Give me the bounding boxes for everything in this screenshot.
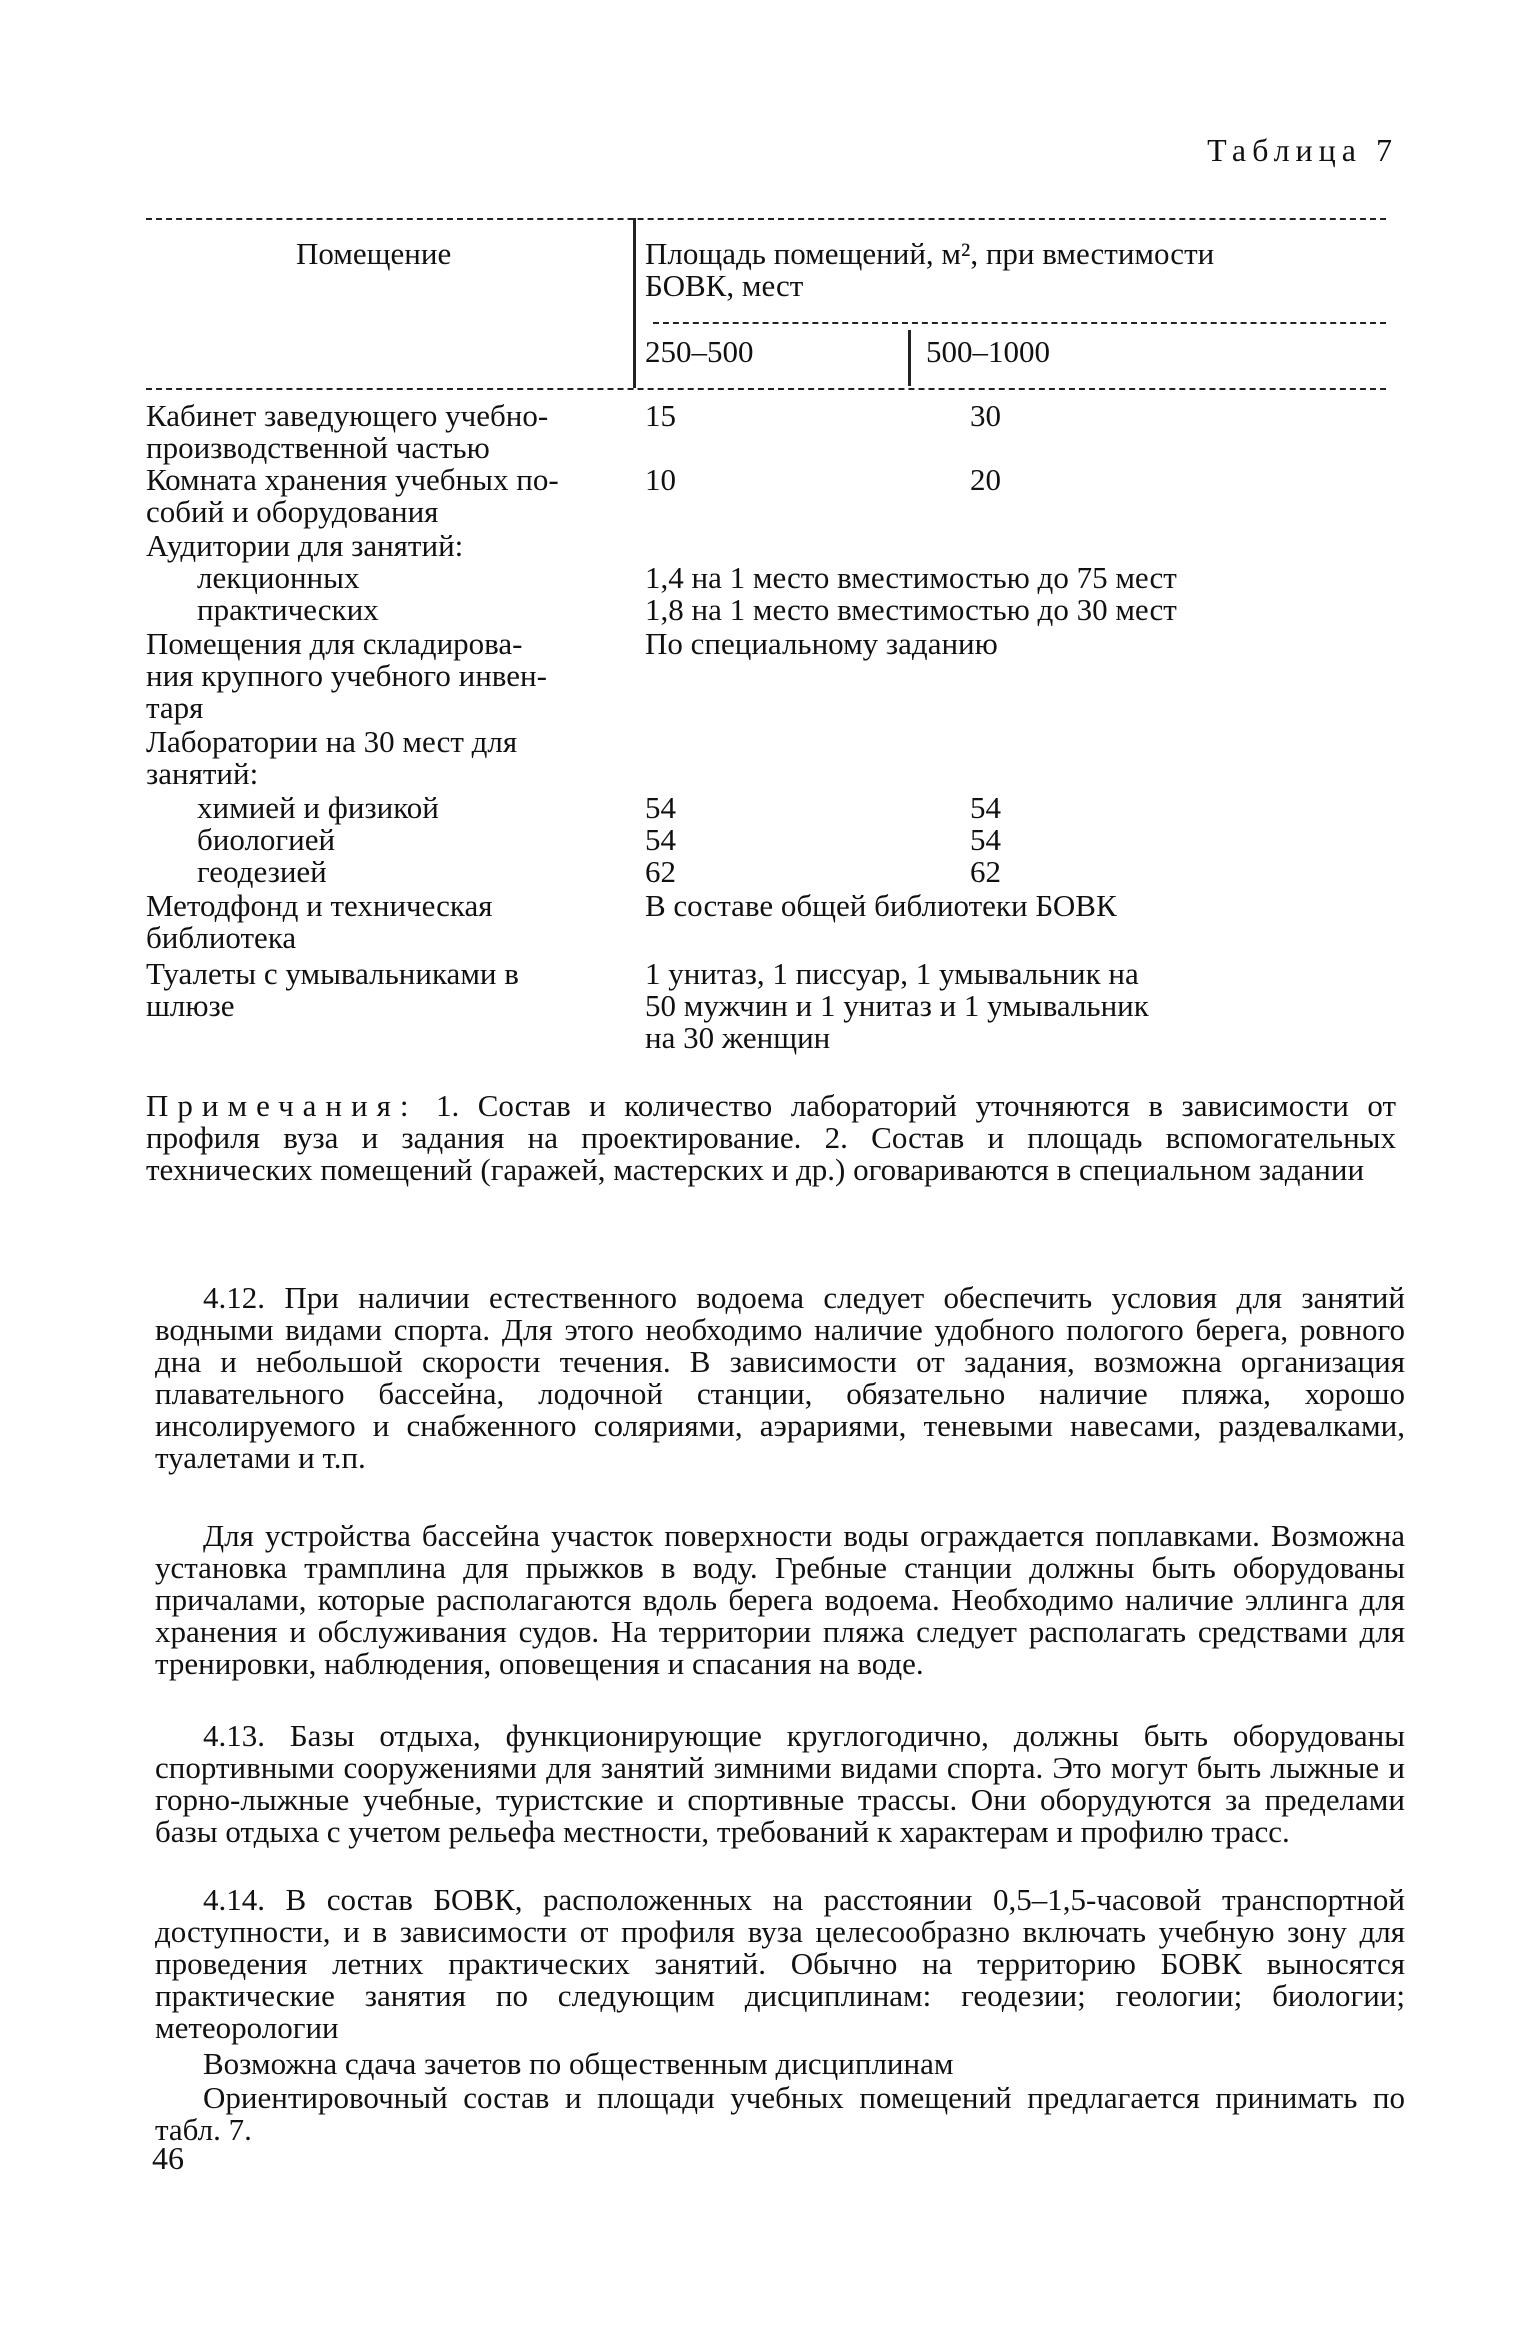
table-column-divider <box>633 218 636 388</box>
paragraph-table-ref: Ориентировочный состав и площади учебных помещений предлагается принимать по табл. 7. <box>155 2080 1405 2147</box>
notes-label: Примечания: <box>146 1088 418 1123</box>
row-toilets-label-cont: шлюзе <box>146 988 235 1023</box>
header-area-line2: БОВК, мест <box>645 268 804 303</box>
row-head-office-label-cont: производственной частью <box>146 430 490 465</box>
paragraph-4-14: 4.14. В состав БОВК, расположенных на расстоянии 0,5–1,5-часовой транспортной доступности, и в зависимости от профиля вуза целесообразно включать учебную зону для проведения летних практических занятий. Обычно на территорию БОВК выносятся практические занятия по следующим дисциплинам: геодезии; геологии; биологии; метеорологии <box>155 1882 1405 2045</box>
row-head-office-label: Кабинет заведующего учебно- <box>146 398 549 433</box>
row-storage-label: Комната хранения учебных по- <box>146 462 559 497</box>
row-practical-value: 1,8 на 1 место вместимостью до 30 мест <box>645 592 1177 627</box>
paragraph-pool: Для устройства бассейна участок поверхности воды ограждается поплавками. Возможна установка трамплина для прыжков в воду. Гребные станции должны быть оборудованы причалами, которые располагаются вдоль берега водоема. Необходимо наличие эллинга для хранения и обслуживания судов. На территории пляжа следует располагать средствами для тренировки, наблюдения, оповещения и спасания на воде. <box>155 1518 1405 1681</box>
paragraph-4-12: 4.12. При наличии естественного водоема следует обеспечить условия для занятий водными видами спорта. Для этого необходимо наличие удобного пологого берега, ровного дна и небольшой скорости течения. В зависимости от задания, возможна организация плавательного бассейна, лодочной станции, обязательно наличие пляжа, хорошо инсолируемого и снабженного соляриями, аэрариями, теневыми навесами, раздевалками, туалетами и т.п. <box>155 1280 1405 1475</box>
row-toilets-label: Туалеты с умывальниками в <box>146 956 519 991</box>
row-lecture-value: 1,4 на 1 место вместимостью до 75 мест <box>645 560 1177 595</box>
row-warehouse-label-cont2: таря <box>146 690 204 725</box>
paragraph-4-13: 4.13. Базы отдыха, функционирующие круглогодично, должны быть оборудованы спортивными сооружениями для занятий зимними видами спорта. Это могут быть лыжные и горно-лыжные учебные, туристские и спортивные трассы. Они оборудуются за пределами базы отдыха с учетом рельефа местности, требований к характерам и профилю трасс. <box>155 1718 1405 1849</box>
row-lecture-label: лекционных <box>197 560 360 595</box>
row-bio-value-2: 54 <box>970 822 1001 857</box>
row-library-label-cont: библиотека <box>146 920 297 955</box>
row-practical-label: практических <box>197 592 379 627</box>
table-label: Таблица 7 <box>1207 132 1398 168</box>
row-library-value: В составе общей библиотеки БОВК <box>645 888 1117 923</box>
row-warehouse-label: Помещения для складирова- <box>146 626 523 661</box>
table-top-rule <box>146 218 1386 220</box>
row-storage-value-1: 10 <box>645 462 676 497</box>
paragraph-exams: Возможна сдача зачетов по общественным дисциплинам <box>203 2046 954 2081</box>
row-auditoriums-label: Аудитории для занятий: <box>146 528 464 563</box>
header-bottom-rule <box>146 388 1386 390</box>
header-capacity-2: 500–1000 <box>926 334 1050 369</box>
row-labs-label-cont: занятий: <box>146 756 259 791</box>
row-chem-label: химией и физикой <box>197 790 439 825</box>
row-warehouse-label-cont1: ния крупного учебного инвен- <box>146 658 547 693</box>
header-sub-rule <box>653 322 1386 324</box>
row-chem-value-2: 54 <box>970 790 1001 825</box>
row-head-office-value-1: 15 <box>645 398 676 433</box>
table-notes <box>146 1090 1396 1186</box>
row-geo-value-1: 62 <box>645 854 676 889</box>
header-area-line1: Площадь помещений, м², при вместимости <box>645 236 1215 271</box>
row-bio-value-1: 54 <box>645 822 676 857</box>
row-warehouse-value: По специальному заданию <box>645 626 998 661</box>
row-geo-label: геодезией <box>197 854 327 889</box>
row-geo-value-2: 62 <box>970 854 1001 889</box>
row-chem-value-1: 54 <box>645 790 676 825</box>
row-head-office-value-2: 30 <box>970 398 1001 433</box>
row-bio-label: биологией <box>197 822 336 857</box>
row-toilets-value-line2: 50 мужчин и 1 унитаз и 1 умывальник <box>645 988 1149 1023</box>
row-toilets-value-line1: 1 унитаз, 1 писсуар, 1 умывальник на <box>645 956 1139 991</box>
row-storage-value-2: 20 <box>970 462 1001 497</box>
row-library-label: Методфонд и техническая <box>146 888 493 923</box>
header-room: Помещение <box>296 236 452 271</box>
notes-text: 1. Состав и количество лабораторий уточняются в зависимости от профиля вуза и задания на проектирование. 2. Состав и площадь вспомогательных технических помещений (гаражей, мастерских и др.) оговариваются в специальном задании <box>146 1088 1396 1187</box>
page-number: 46 <box>152 2140 184 2176</box>
row-labs-label: Лаборатории на 30 мест для <box>146 724 518 759</box>
capacity-divider <box>908 330 911 386</box>
row-storage-label-cont: собий и оборудования <box>146 494 439 529</box>
header-capacity-1: 250–500 <box>645 334 754 369</box>
row-toilets-value-line3: на 30 женщин <box>645 1020 831 1055</box>
